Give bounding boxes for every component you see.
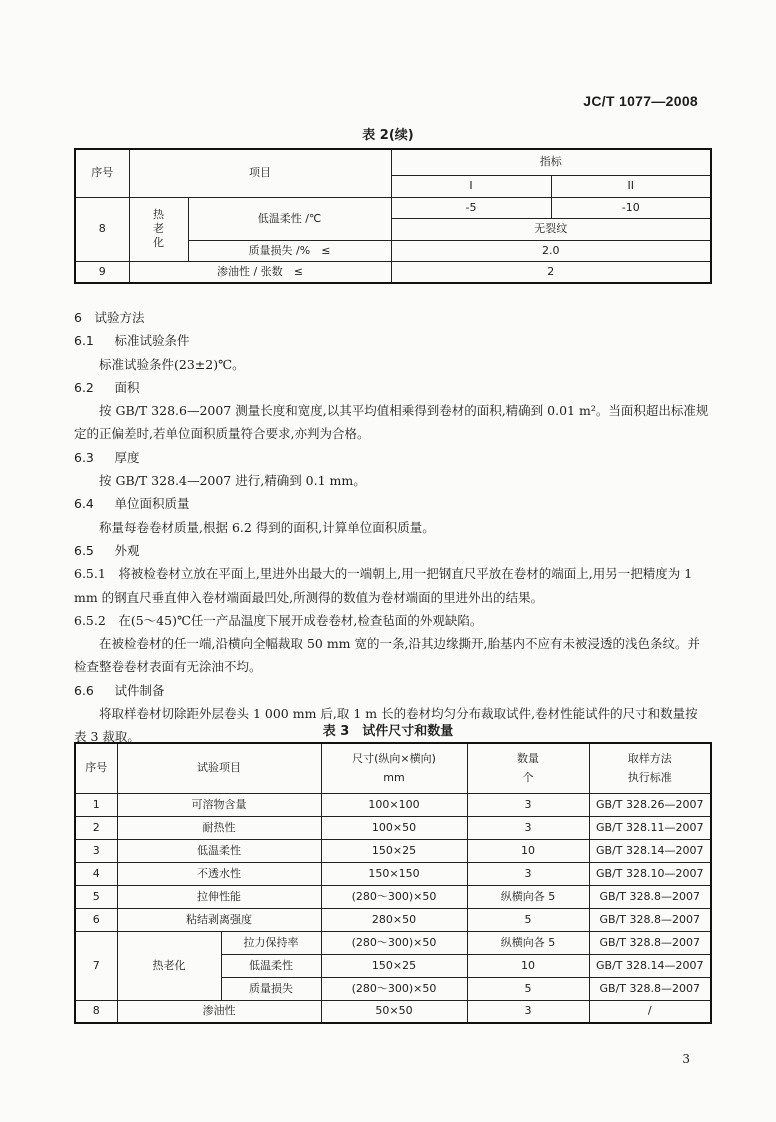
s6-5-1-text: 6.5.1 将被检卷材立放在平面上,里进外出最大的一端朝上,用一把钢直尺平放在卷材的端面上,用另一把精度为 1 mm 的钢直尺垂直伸入卷材端面最凹处,所测得的数值为卷材端面的里进外出的结果。: [74, 566, 693, 605]
table3-caption: 表 3 试件尺寸和数量: [322, 724, 454, 739]
s6-3-heading: 6.3 厚度: [74, 449, 140, 465]
t2-row8-low-temp-v2: -10: [551, 197, 711, 218]
s6-6-heading: 6.6 试件制备: [74, 682, 165, 698]
t3-head-method: 取样方法 执行标准: [589, 743, 711, 793]
t2-row9-item: 渗油性 / 张数 ≤: [129, 261, 391, 283]
aging-group-label: 热老化: [117, 931, 221, 1000]
table-row-aging: 低温柔性 150×25 10 GB/T 328.14—2007: [75, 954, 711, 977]
table-row-aging: 质量损失 (280～300)×50 5 GB/T 328.8—2007: [75, 977, 711, 1000]
table2: [74, 148, 712, 284]
t2-head-grade2: II: [551, 175, 711, 197]
table-row: 3 低温柔性 150×25 10 GB/T 328.14—2007: [75, 839, 711, 862]
t2-head-indicator: 指标: [391, 149, 711, 175]
s6-1-text: 标准试验条件(23±2)℃。: [99, 356, 245, 372]
t2-row8-mass-loss-value: 2.0: [391, 240, 711, 261]
s6-5-heading: 6.5 外观: [74, 542, 140, 558]
s6-6-text: 将取样卷材切除距外层卷头 1 000 mm 后,取 1 m 长的卷材均匀分布裁取试件,卷材性能试件的尺寸和数量按表 3 裁取。: [74, 706, 698, 745]
s6-2-text: 按 GB/T 328.6—2007 测量长度和宽度,以其平均值相乘得到卷材的面积,精确到 0.01 m²。当面积超出标准规定的正偏差时,若单位面积质量符合要求,亦判为合格。: [74, 403, 709, 442]
t3-head-item: 试验项目: [117, 743, 321, 793]
t2-row8-group: 热 老 化: [129, 197, 188, 261]
s6-4-heading: 6.4 单位面积质量: [74, 496, 190, 512]
table3: [74, 742, 712, 1024]
table-row: 4 不透水性 150×150 3 GB/T 328.10—2007: [75, 862, 711, 885]
standard-code: JC/T 1077—2008: [583, 93, 698, 109]
page-number: 3: [682, 1052, 690, 1066]
table-row-aging: 7 热老化 拉力保持率 (280～300)×50 纵横向各 5 GB/T 328.8—2007: [75, 931, 711, 954]
t2-row8-low-temp-v1: -5: [391, 197, 551, 218]
s6-4-text: 称量每卷卷材质量,根据 6.2 得到的面积,计算单位面积质量。: [99, 519, 435, 535]
table-row: 2 耐热性 100×50 3 GB/T 328.11—2007: [75, 816, 711, 839]
t2-head-seq: 序号: [75, 149, 129, 197]
s6-2-heading: 6.2 面积: [74, 379, 140, 395]
table-row: 8 渗油性 50×50 3 /: [75, 1000, 711, 1023]
t3-head-count: 数量 个: [467, 743, 589, 793]
s6-1-heading: 6.1 标准试验条件: [74, 333, 190, 349]
table-row: 5 拉伸性能 (280～300)×50 纵横向各 5 GB/T 328.8—2007: [75, 885, 711, 908]
section6-body: [74, 306, 710, 749]
t2-row8-seq: 8: [75, 197, 129, 261]
t2-head-grade1: I: [391, 175, 551, 197]
s6-5-2-text: 6.5.2 在(5～45)℃任一产品温度下展开成卷卷材,检查毡面的外观缺陷。: [74, 612, 483, 628]
t2-row8-low-temp-item: 低温柔性 /℃: [188, 197, 391, 240]
s6-3-text: 按 GB/T 328.4—2007 进行,精确到 0.1 mm。: [99, 473, 366, 489]
table-row: 1 可溶物含量 100×100 3 GB/T 328.26—2007: [75, 793, 711, 816]
s6-5-note-text: 在被检卷材的任一端,沿横向全幅裁取 50 mm 宽的一条,沿其边缘撕开,胎基内不应有未被浸透的浅色条纹。并检查整卷卷材表面有无涂油不均。: [74, 636, 700, 675]
t3-head-size: 尺寸(纵向×横向) mm: [321, 743, 467, 793]
table-row: 6 粘结剥离强度 280×50 5 GB/T 328.8—2007: [75, 908, 711, 931]
t2-head-item: 项目: [129, 149, 391, 197]
t3-head-seq: 序号: [75, 743, 117, 793]
t2-row9-value: 2: [391, 261, 711, 283]
t2-row8-mass-loss-item: 质量损失 /% ≤: [188, 240, 391, 261]
t2-row8-low-temp-common: 无裂纹: [391, 218, 711, 240]
section6-title: 6 试验方法: [74, 310, 145, 325]
t2-row9-seq: 9: [75, 261, 129, 283]
table2-caption: 表 2(续): [362, 128, 414, 143]
